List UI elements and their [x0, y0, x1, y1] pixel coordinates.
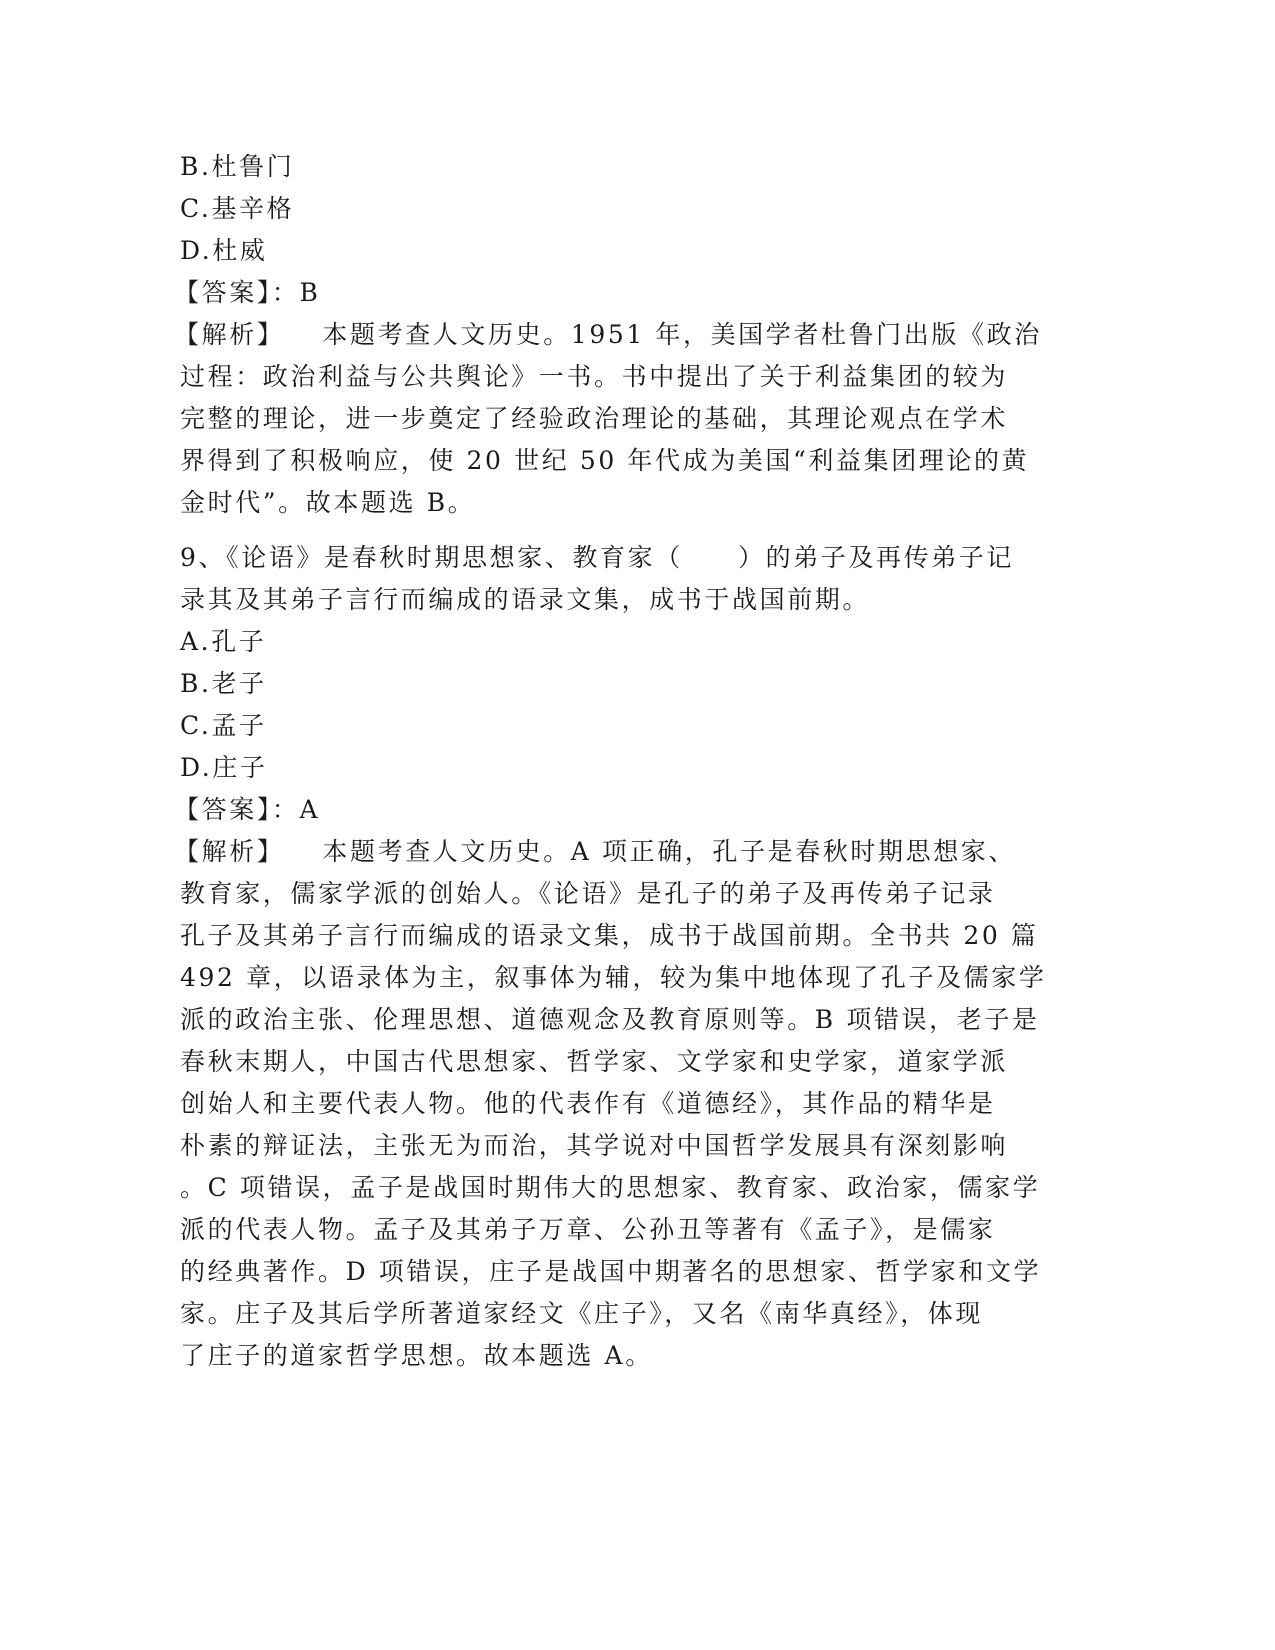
q9-analysis-text: 本题考查人文历史。A 项正确，孔子是春秋时期思想家、	[322, 837, 1017, 866]
q9-option-b: B.老子	[180, 669, 267, 698]
q8-analysis-text: 本题考查人文历史。1951 年，美国学者杜鲁门出版《政治	[322, 320, 1042, 349]
q9-answer: 【答案】：A	[174, 795, 321, 824]
q9-analysis-line: 孔子及其弟子言行而编成的语录文集，成书于战国前期。全书共 20 篇	[180, 921, 1039, 950]
q8-analysis-label: 【解析】	[174, 320, 285, 349]
q9-analysis-line: 了庄子的道家哲学思想。故本题选 A。	[180, 1341, 653, 1370]
q8-answer: 【答案】：B	[174, 278, 321, 307]
q9-analysis-line: 创始人和主要代表人物。他的代表作有《道德经》，其作品的精华是	[180, 1089, 996, 1118]
q9-option-d: D.庄子	[180, 753, 268, 782]
q9-analysis-first-line	[174, 831, 1040, 873]
q8-analysis-line: 界得到了积极响应，使 20 世纪 50 年代成为美国“利益集团理论的黄	[180, 446, 1030, 475]
q8-analysis-line: 过程：政治利益与公共舆论》一书。书中提出了关于利益集团的较为	[180, 362, 1009, 391]
q8-option-c: C.基辛格	[180, 194, 295, 223]
q9-analysis-line: 春秋末期人，中国古代思想家、哲学家、文学家和史学家，道家学派	[180, 1047, 1009, 1076]
q8-analysis-line: 金时代”。故本题选 B。	[180, 488, 476, 517]
q9-analysis-line: 492 章，以语录体为主，叙事体为辅，较为集中地体现了孔子及儒家学	[180, 963, 1047, 992]
q9-analysis-line: 朴素的辩证法，主张无为而治，其学说对中国哲学发展具有深刻影响	[180, 1131, 1009, 1160]
q9-option-c: C.孟子	[180, 711, 267, 740]
q9-option-a: A.孔子	[180, 627, 267, 656]
q8-option-b: B.杜鲁门	[180, 152, 295, 181]
q8-option-d: D.杜威	[180, 236, 268, 265]
q9-analysis-line: 。C 项错误，孟子是战国时期伟大的思想家、教育家、政治家，儒家学	[180, 1173, 1041, 1202]
q9-analysis-line: 的经典著作。D 项错误，庄子是战国中期著名的思想家、哲学家和文学	[180, 1257, 1042, 1286]
q9-stem-line: 录其及其弟子言行而编成的语录文集，成书于战国前期。	[180, 585, 871, 614]
q9-analysis-line: 家。庄子及其后学所著道家经文《庄子》，又名《南华真经》，体现	[180, 1299, 984, 1328]
q9-analysis-label: 【解析】	[174, 837, 285, 866]
q9-analysis-line: 教育家，儒家学派的创始人。《论语》是孔子的弟子及再传弟子记录	[180, 879, 996, 908]
q9-analysis-line: 派的代表人物。孟子及其弟子万章、公孙丑等著有《孟子》，是儒家	[180, 1215, 996, 1244]
document-page	[174, 146, 1047, 1377]
q9-stem-line: 9、《论语》是春秋时期思想家、教育家（ ）的弟子及再传弟子记	[180, 543, 1015, 572]
q8-analysis-first-line	[174, 314, 1040, 356]
question-gap	[180, 524, 1040, 537]
q9-analysis-line: 派的政治主张、伦理思想、道德观念及教育原则等。B 项错误，老子是	[180, 1005, 1040, 1034]
q8-analysis-line: 完整的理论，进一步奠定了经验政治理论的基础，其理论观点在学术	[180, 404, 1009, 433]
